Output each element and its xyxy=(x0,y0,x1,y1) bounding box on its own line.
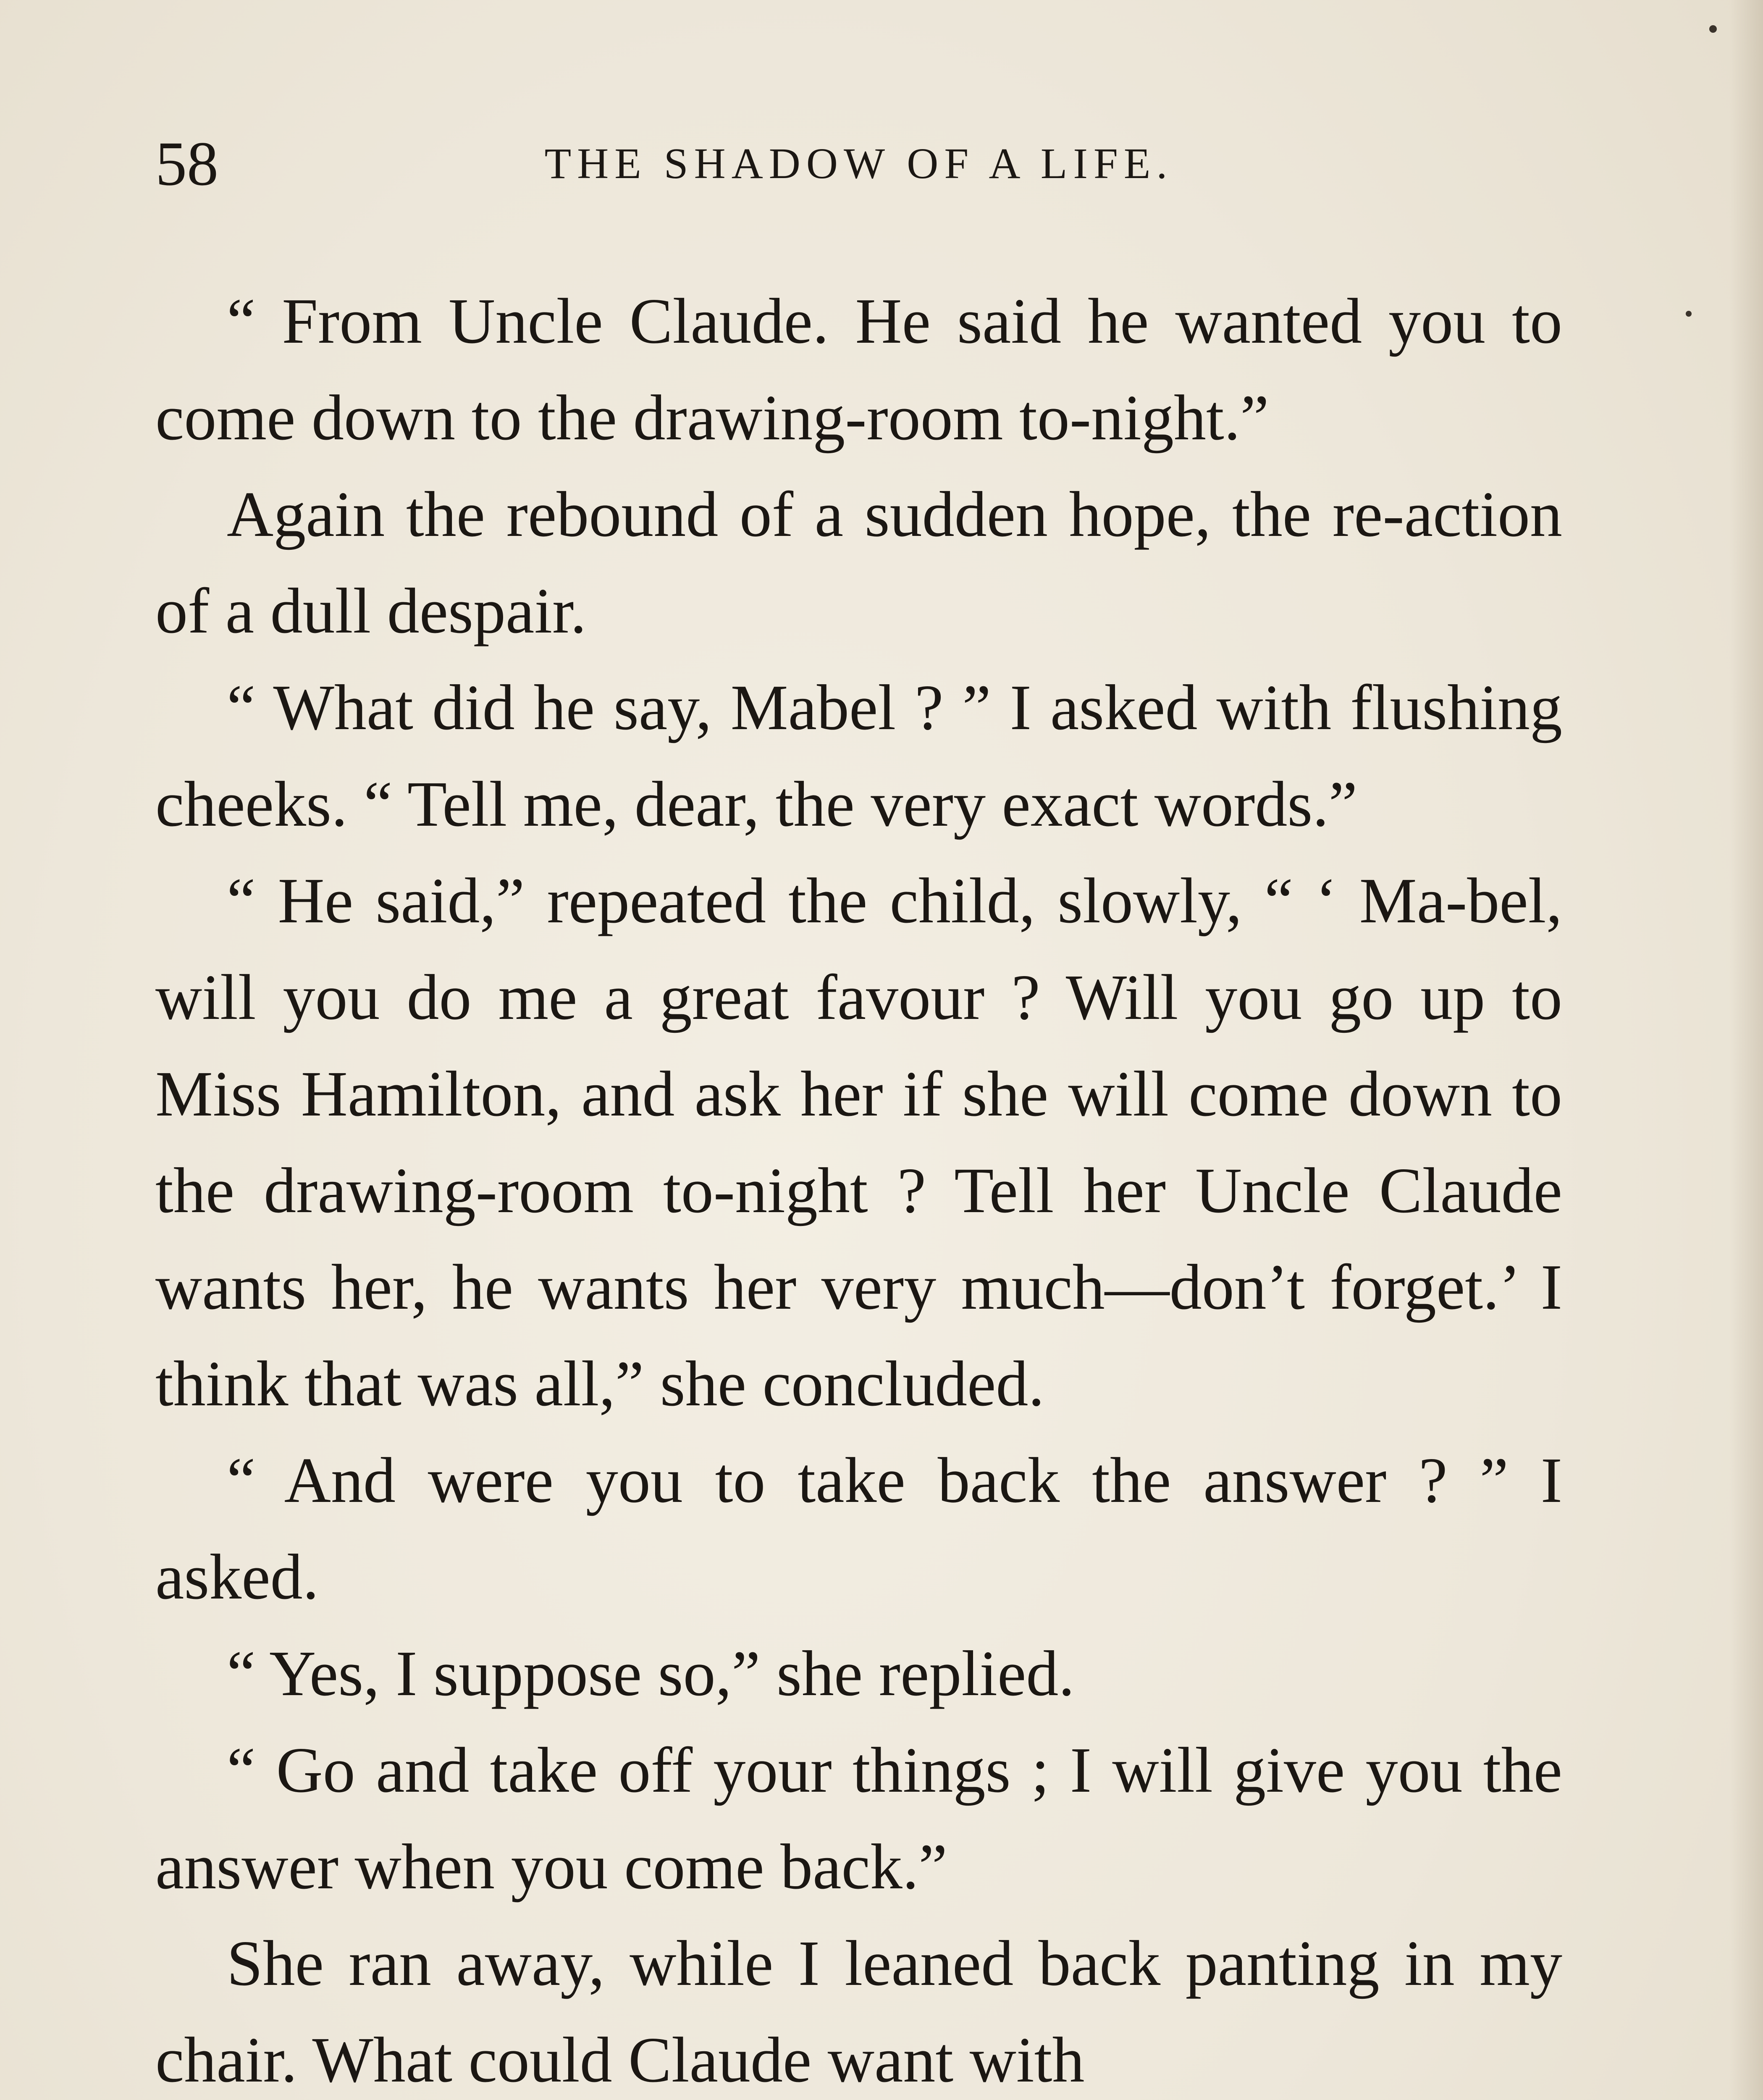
paragraph: Again the rebound of a sudden hope, the re-action of a dull despair. xyxy=(155,479,1562,647)
paragraph: “ And were you to take back the answer ? ” I asked. xyxy=(155,1445,1562,1613)
paragraph: “ Yes, I suppose so,” she replied. xyxy=(227,1638,1075,1709)
body-text xyxy=(155,273,1562,2100)
paragraph: “ From Uncle Claude. He said he wanted you to come down to the drawing-room to-night.” xyxy=(155,286,1562,454)
paragraph: She ran away, while I leaned back panting in my chair. What could Claude want with xyxy=(155,1928,1562,2096)
page-edge-shadow xyxy=(1729,0,1763,2100)
ink-speck xyxy=(1686,311,1692,317)
paragraph: “ He said,” repeated the child, slowly, “ ‘ Ma-bel, will you do me a great favour ? Will you go up to Miss Hamilton, and ask her if she will come down to the drawing-room to-night ? Tell her Uncle Claude wants her, he wants her very much—don’t forget.’ I think that was all,” she concluded. xyxy=(155,865,1562,1420)
page-number: 58 xyxy=(155,129,218,199)
running-title: THE SHADOW OF A LIFE. xyxy=(544,139,1173,188)
paragraph: “ Go and take off your things ; I will give you the answer when you come back.” xyxy=(155,1735,1562,1903)
paragraph: “ What did he say, Mabel ? ” I asked with flushing cheeks. “ Tell me, dear, the very exact words.” xyxy=(155,672,1562,840)
ink-speck xyxy=(1709,25,1717,33)
page-header xyxy=(155,126,1562,202)
